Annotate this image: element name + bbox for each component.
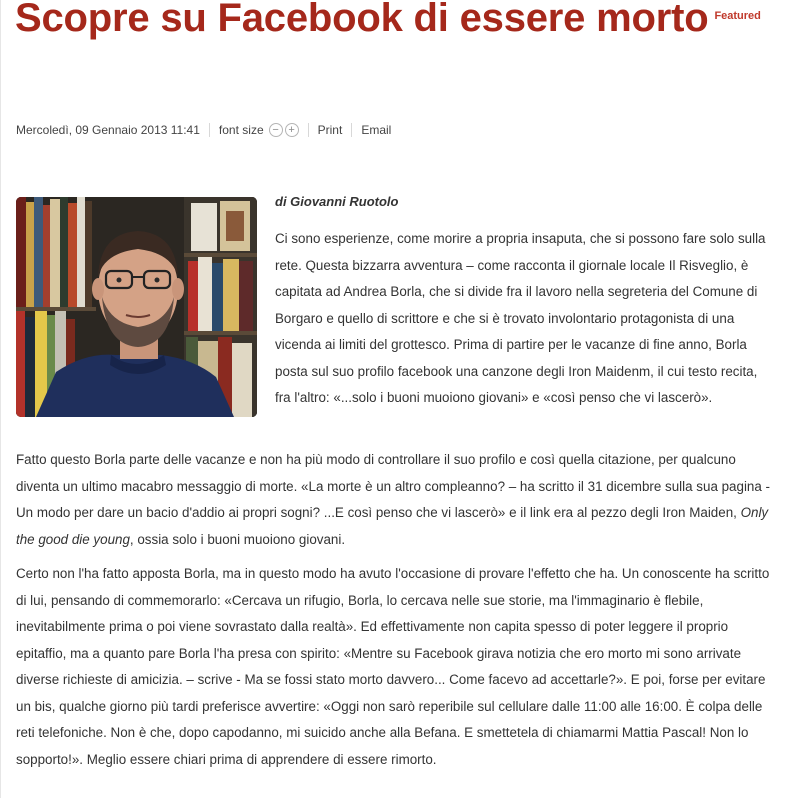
article-meta-bar	[16, 121, 391, 139]
article-paragraph-2: Certo non l'ha fatto apposta Borla, ma in questo modo ha avuto l'occasione di provare l'effetto che ha. Un conoscente ha scritto di lui, pensando di commemorarlo: «Cercava un rifugio, Borla, lo cercava nelle sue storie, ma l'immaginario è flebile, inevitabilmente prima o poi viene sovrastato dalla realtà». Ed effettivamente non capita spesso di poter leggere il proprio epitaffio, ma a quanto pare Borla l'ha presa con spirito: «Mentre su Facebook girava notizia che ero morto mi sono arrivate diverse richieste di amicizia. – scrive - Ma se fossi stato morto davvero... Come facevo ad accettarle?». E poi, forse per evitare un bis, qualche giorno più tardi preferisce avvertire: «Oggi non sarò reperibile sul cellulare dalle 11:00 alle 16:00. È colpa delle reti telefoniche. Non è che, dopo capodanno, mi suicido anche alla Befana. E smettetela di chiamarmi Mattia Pascal! Non lo sopporto!». Meglio essere chiari prima di apprendere di essere rimorto.	[16, 566, 770, 767]
article-title-text: Scopre su Facebook di essere morto	[15, 0, 709, 40]
song-title: Only the good die young	[16, 505, 769, 547]
paragraph-1-text-a: Fatto questo Borla parte delle vacanze e non ha più modo di controllare il suo profilo e così quella citazione, per qualcuno diventa un ultimo macabro messaggio di morte. «La morte è un altro compleanno? – ha scritto il 31 dicembre sulla sua pagina - Un modo per dare un bacio d'addio ai propri sogni? ...E così penso che vi lascerò» e il link era al pezzo degli Iron Maiden,	[16, 452, 771, 520]
page-left-border	[0, 0, 1, 798]
font-size-label: font size	[218, 123, 264, 137]
font-decrease-button[interactable]: −	[269, 123, 283, 137]
font-increase-button[interactable]: +	[285, 123, 299, 137]
article-intro-paragraph: Ci sono esperienze, come morire a propria insaputa, che si possono fare solo sulla rete. Questa bizzarra avventura – come racconta il giornale locale Il Risveglio, è capitata ad Andrea Borla, che si divide fra il lavoro nella segreteria del Comune di Borgaro e quello di scrittore e che si è trovato involontario protagonista di una vicenda ai limiti del grottesco. Prima di partire per le vacanze di fine anno, Borla posta sul suo profilo facebook una canzone degli Iron Maidenm, il cui testo recita, fra l'altro: «...solo i buoni muoiono giovani» e «così penso che vi lascerò».	[275, 231, 766, 405]
publish-date: Mercoledì, 09 Gennaio 2013 11:41	[16, 123, 200, 137]
meta-divider	[351, 123, 352, 137]
author-byline: di Giovanni Ruotolo	[275, 194, 399, 209]
print-link[interactable]: Print	[317, 123, 343, 137]
article-paragraph-1	[16, 447, 776, 553]
email-link[interactable]: Email	[361, 123, 392, 137]
article-title	[15, 0, 785, 40]
featured-badge: Featured	[714, 10, 761, 22]
meta-divider	[308, 123, 309, 137]
paragraph-1-text-b: , ossia solo i buoni muoiono giovani.	[129, 531, 346, 547]
author-photo-illustration	[16, 197, 257, 417]
author-photo	[16, 197, 257, 417]
meta-divider	[209, 123, 210, 137]
